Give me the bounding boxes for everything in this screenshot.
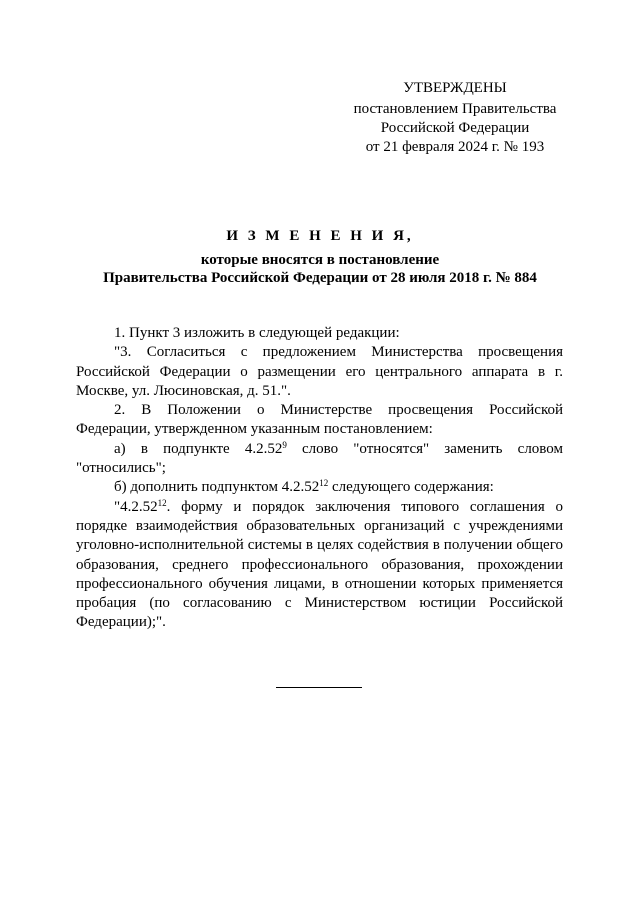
heading-subtitle: которые вносятся в постановление <box>200 252 440 268</box>
superscript: 9 <box>282 439 287 450</box>
end-divider <box>276 687 362 688</box>
approval-stamp <box>330 79 580 157</box>
heading-title: И З М Е Н Е Н И Я, <box>226 228 414 244</box>
paragraph-3: 2. В Положении о Министерстве просвещения Российской Федерации, утвержденном указанным постановлением: <box>76 402 563 438</box>
document-body <box>76 324 563 633</box>
approval-line: постановлением Правительства <box>353 101 557 117</box>
superscript: 12 <box>157 497 167 508</box>
approval-title: УТВЕРЖДЕНЫ <box>403 80 507 96</box>
paragraph-text: а) в подпункте 4.2.52 <box>114 440 283 457</box>
paragraph-1: 1. Пункт 3 изложить в следующей редакции: <box>114 325 400 341</box>
paragraph-4 <box>76 440 563 479</box>
paragraph-text: следующего содержания: <box>328 479 494 496</box>
paragraph-text: "4.2.52 <box>114 498 158 515</box>
superscript: 12 <box>319 478 329 489</box>
paragraph-6 <box>76 498 563 633</box>
paragraph-text: . форму и порядок заключения типового соглашения о порядке взаимодействия образовательных организаций с учреждениями уголовно-исполнительной системы в целях содействия в получении общего образования, среднего профессионального образования, прохождении профессионального обучения лицами, в отношении которых применяется пробация (по согласованию с Министерством юстиции Российской Федерации);". <box>76 498 563 631</box>
heading-subtitle: Правительства Российской Федерации от 28 июля 2018 г. № 884 <box>103 270 537 286</box>
paragraph-text: слово "относятся" заменить словом "относились"; <box>76 440 563 477</box>
approval-line: Российской Федерации <box>380 120 530 136</box>
paragraph-5 <box>76 478 563 497</box>
approval-date-line: от 21 февраля 2024 г. № 193 <box>365 139 545 155</box>
paragraph-text: б) дополнить подпунктом 4.2.52 <box>114 479 320 496</box>
paragraph-2: "3. Согласиться с предложением Министерства просвещения Российской Федерации о размещении его центрального аппарата в г. Москве, ул. Люсиновская, д. 51.". <box>76 344 563 399</box>
document-heading <box>60 227 580 287</box>
